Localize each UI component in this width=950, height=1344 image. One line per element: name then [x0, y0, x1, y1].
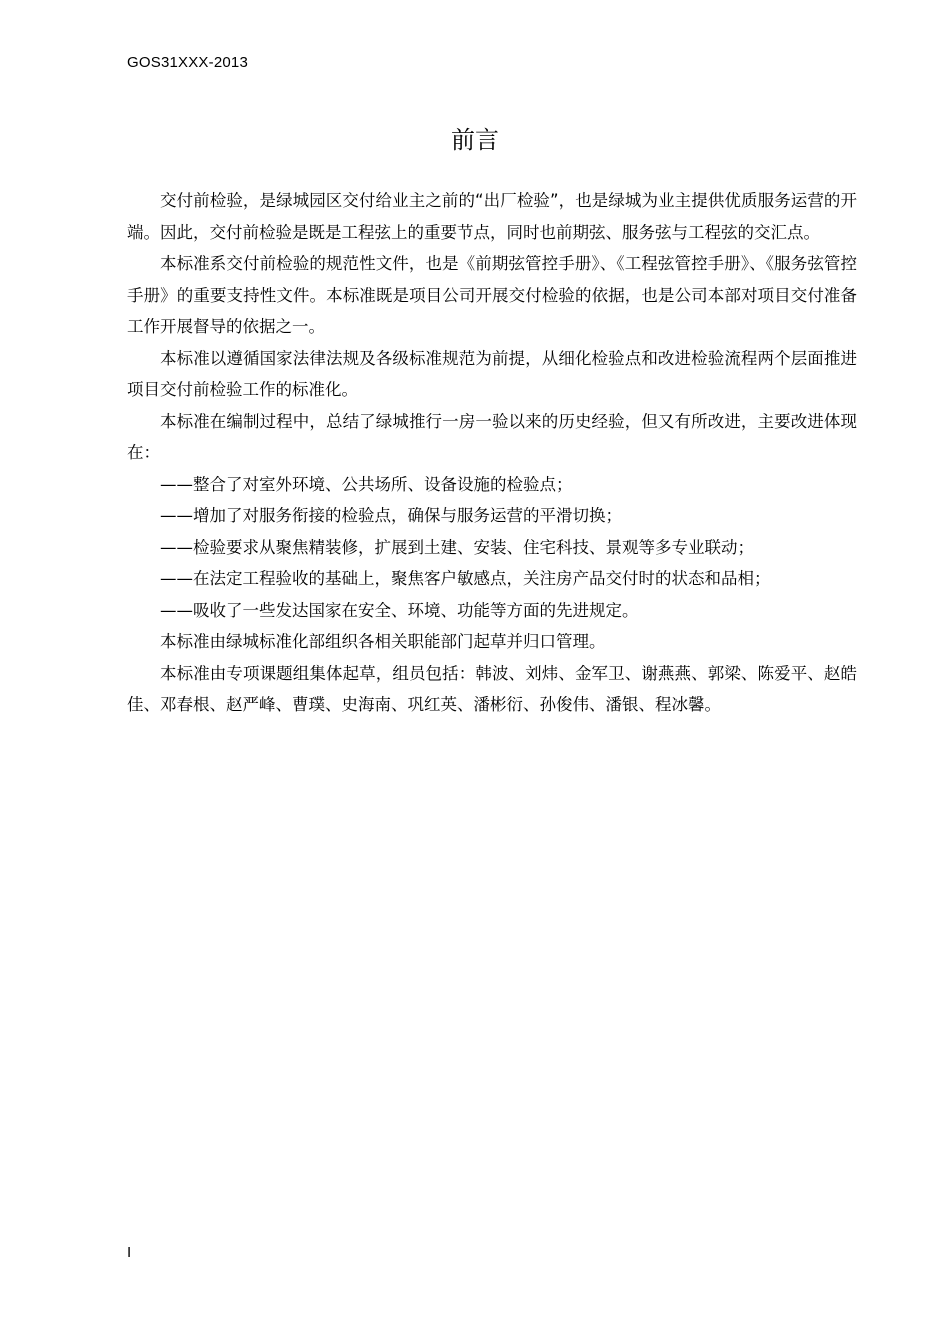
improvement-item: ——整合了对室外环境、公共场所、设备设施的检验点；: [160, 474, 573, 494]
improvement-item: ——检验要求从聚焦精装修，扩展到土建、安装、住宅科技、景观等多专业联动；: [160, 537, 754, 557]
paragraph-scope: 本标准系交付前检验的规范性文件，也是《前期弦管控手册》、《工程弦管控手册》、《服务弦管控手册》的重要支持性文件。本标准既是项目公司开展交付检验的依据，也是公司本部对项目交付准备工作开展督导的依据之一。: [127, 254, 857, 336]
improvement-item: ——吸收了一些发达国家在安全、环境、功能等方面的先进规定。: [160, 600, 639, 620]
paragraph-premise: 本标准以遵循国家法律法规及各级标准规范为前提，从细化检验点和改进检验流程两个层面推进项目交付前检验工作的标准化。: [127, 348, 857, 399]
paragraph-management: 本标准由绿城标准化部组织各相关职能部门起草并归口管理。: [160, 632, 606, 651]
document-code: GOS31XXX-2013: [127, 54, 249, 71]
paragraph-authors: 本标准由专项课题组集体起草，组员包括：韩波、刘炜、金军卫、谢燕燕、郭梁、陈爱平、赵皓佳、邓春根、赵严峰、曹璞、史海南、巩红英、潘彬衍、孙俊伟、潘银、程冰馨。: [127, 663, 857, 714]
paragraph-intro: 交付前检验，是绿城园区交付给业主之前的“出厂检验”，也是绿城为业主提供优质服务运营的开端。因此，交付前检验是既是工程弦上的重要节点，同时也前期弦、服务弦与工程弦的交汇点。: [127, 191, 857, 242]
paragraph-improvements: 本标准在编制过程中，总结了绿城推行一房一验以来的历史经验，但又有所改进，主要改进体现在：: [127, 411, 857, 462]
preface-body: [127, 185, 857, 721]
improvement-item: ——增加了对服务衔接的检验点，确保与服务运营的平滑切换；: [160, 506, 622, 525]
page-number: I: [127, 1244, 132, 1261]
page-title: 前言: [451, 126, 499, 154]
improvement-item: ——在法定工程验收的基础上，聚焦客户敏感点，关注房产品交付时的状态和品相；: [160, 569, 771, 588]
